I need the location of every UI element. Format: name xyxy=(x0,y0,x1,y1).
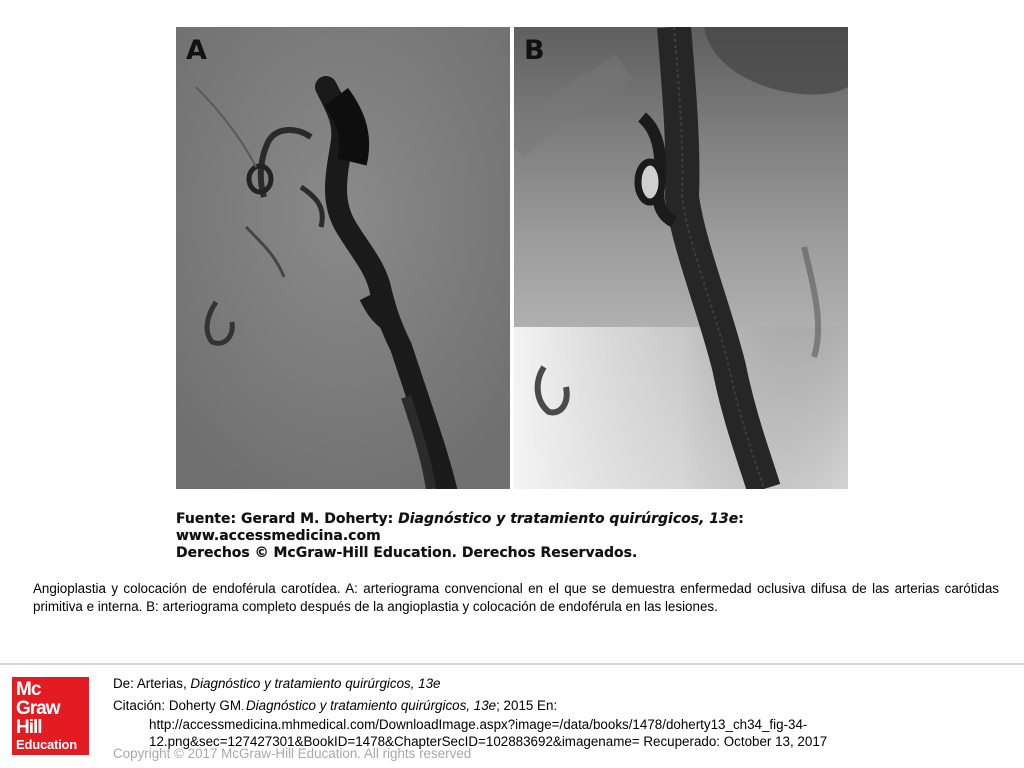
arteriogram-panel-b xyxy=(514,27,848,489)
reference-source xyxy=(113,675,441,692)
citation-separator: . xyxy=(241,702,247,712)
reference-de-title: Diagnóstico y tratamiento quirúrgicos, 13e xyxy=(190,676,441,691)
reference-de-prefix: De: Arterias, xyxy=(113,676,191,691)
logo-line-education: Education xyxy=(16,737,78,752)
citation-title: Diagnóstico y tratamiento quirúrgicos, 13e xyxy=(246,698,497,713)
footer-divider xyxy=(0,663,1024,665)
panel-label-b: B xyxy=(524,35,546,66)
source-line-2: www.accessmedicina.com xyxy=(176,528,381,544)
figure-caption: Angioplastia y colocación de endoférula carotídea. A: arteriograma convencional en el que se demuestra enfermedad oclusiva difusa de las arterias carótidas primitiva e interna. B: arteriograma completo después de la angioplastia y colocación de endoférula en las lesiones. xyxy=(33,581,999,614)
citation-year: ; 2015 En: xyxy=(496,698,558,713)
mcgraw-hill-education-logo xyxy=(12,677,89,755)
citation-author: Citación: Doherty GM xyxy=(113,698,241,713)
source-line-3: Derechos © McGraw-Hill Education. Derechos Reservados. xyxy=(176,545,638,561)
source-title: Diagnóstico y tratamiento quirúrgicos, 13e xyxy=(398,511,739,527)
citation-url: http://accessmedicina.mhmedical.com/DownloadImage.aspx?image=/data/books/1478/doherty13_ch34_fig-34-12.png&sec=127427301&BookID=1478&ChapterSecID=102883692&imagename= Recuperado: October 13, 2017 xyxy=(149,717,828,749)
figure-source-credit xyxy=(176,511,848,562)
source-author: Fuente: Gerard M. Doherty: xyxy=(176,511,399,527)
copyright-notice: Copyright © 2017 McGraw-Hill Education. All rights reserved xyxy=(113,746,472,761)
source-line-1 xyxy=(176,511,848,528)
panel-label-a: A xyxy=(186,35,208,66)
logo-line-mc: Mc xyxy=(16,679,41,700)
arteriogram-panel-a xyxy=(176,27,510,489)
figure xyxy=(176,27,848,563)
reference-citation xyxy=(113,697,873,750)
logo-line-graw: Graw xyxy=(16,698,60,719)
source-colon: : xyxy=(738,511,744,527)
arteriogram-a-image xyxy=(176,27,510,489)
arteriogram-b-image xyxy=(514,27,848,489)
logo-line-hill: Hill xyxy=(16,717,42,738)
